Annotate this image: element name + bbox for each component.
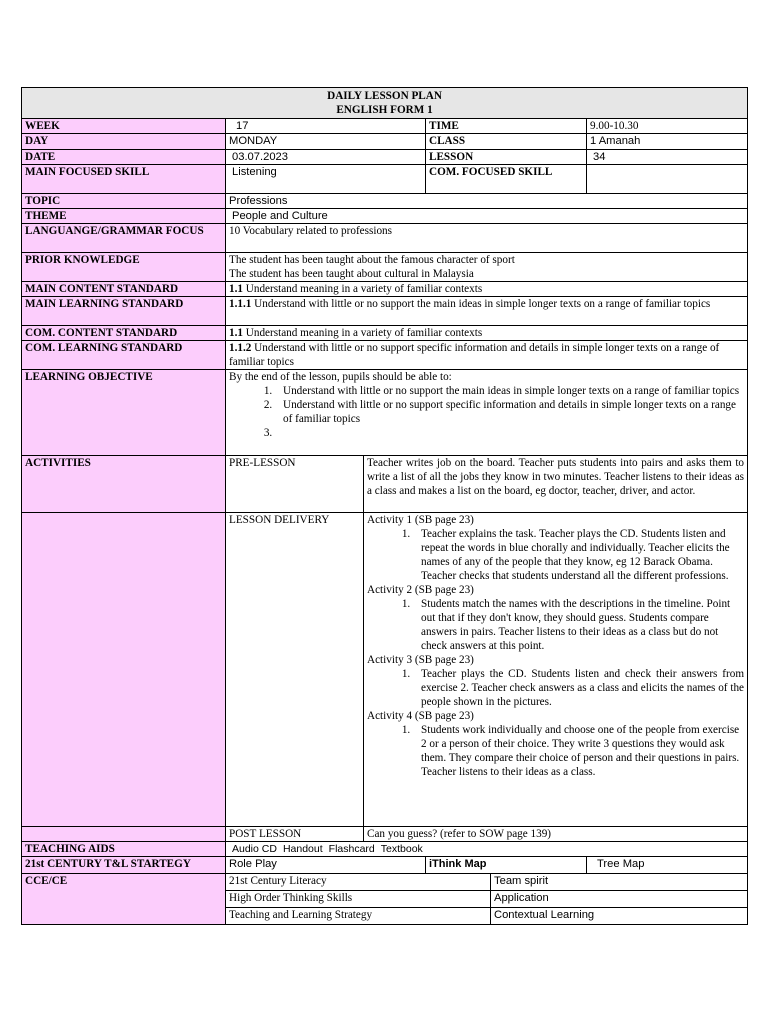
main-learning-standard-row <box>22 297 748 326</box>
prior-knowledge-label: PRIOR KNOWLEDGE <box>22 253 226 282</box>
com-content-standard-row <box>22 326 748 341</box>
standard-code: 1.1 <box>229 283 243 295</box>
learning-objective-item: 1. Understand with little or no support the main ideas in simple longer texts on a range of familiar topics <box>275 384 744 398</box>
ithink-label: iThink Map <box>426 857 587 874</box>
teaching-aid-item: Flashcard <box>328 843 375 855</box>
lesson-label: LESSON <box>426 150 587 165</box>
time-value: 9.00-10.30 <box>587 119 748 134</box>
learning-objective-item: 2. Understand with little or no support specific information and details in simple longer texts on a range of familiar topics <box>275 398 744 426</box>
pre-lesson-row <box>22 456 748 513</box>
main-focused-skill-label: MAIN FOCUSED SKILL <box>22 165 226 194</box>
date-value: 03.07.2023 <box>226 150 426 165</box>
post-lesson-label: POST LESSON <box>226 827 364 842</box>
main-learning-standard-value <box>226 297 748 326</box>
topic-label: TOPIC <box>22 194 226 209</box>
lesson-plan-table <box>21 87 748 925</box>
learning-objective-label: LEARNING OBJECTIVE <box>22 370 226 456</box>
com-content-standard-label: COM. CONTENT STANDARD <box>22 326 226 341</box>
teaching-aids-row <box>22 842 748 857</box>
class-value: 1 Amanah <box>587 134 748 150</box>
cce-left: Teaching and Learning Strategy <box>226 908 491 925</box>
learning-objective-row <box>22 370 748 456</box>
prior-knowledge-value <box>226 253 748 282</box>
standard-code: 1.1 <box>229 327 243 339</box>
grammar-focus-value: 10 Vocabulary related to professions <box>226 224 748 253</box>
header-row <box>22 88 748 119</box>
teaching-aid-item: Handout <box>282 843 323 855</box>
time-label: TIME <box>426 119 587 134</box>
standard-text: Understand with little or no support the main ideas in simple longer texts on a range of familiar topics <box>251 298 711 310</box>
activity-title: Activity 3 (SB page 23) <box>367 654 474 666</box>
learning-objective-item <box>275 426 744 440</box>
topic-value: Professions <box>226 194 748 209</box>
com-learning-standard-label: COM. LEARNING STANDARD <box>22 341 226 370</box>
lesson-value: 34 <box>587 150 748 165</box>
cce-left: High Order Thinking Skills <box>226 891 491 908</box>
teaching-aids-value <box>226 842 748 857</box>
cce-right: Contextual Learning <box>491 908 748 925</box>
teaching-aid-item: Textbook <box>380 843 423 855</box>
cce-label: CCE/CE <box>22 874 226 925</box>
cce-row <box>22 874 748 891</box>
activity-step: 1. Students work individually and choose one of the people from exercise 2 or a person of their choice. They write 3 questions they would ask them. They compare their choice of person and their questions in pairs. Teacher listens to their ideas as a class. <box>413 723 744 779</box>
com-focused-skill-label: COM. FOCUSED SKILL <box>426 165 587 194</box>
week-label: WEEK <box>22 119 226 134</box>
theme-label: THEME <box>22 209 226 224</box>
main-content-standard-label: MAIN CONTENT STANDARD <box>22 282 226 297</box>
strategy-value: Role Play <box>226 857 426 874</box>
pre-lesson-label: PRE-LESSON <box>226 456 364 513</box>
activity-step: 1. Teacher plays the CD. Students listen and check their answers from exercise 2. Teacher check answers as a class and elicits the names of the people shown in the pictures. <box>413 667 744 709</box>
standard-text: Understand meaning in a variety of familiar contexts <box>242 327 483 339</box>
cce-left: 21st Century Literacy <box>226 874 491 891</box>
teaching-aids-label: TEACHING AIDS <box>22 842 226 857</box>
strategy-label: 21st CENTURY T&L STARTEGY <box>22 857 226 874</box>
com-learning-standard-value <box>226 341 748 370</box>
teaching-aid-item: Audio CD <box>232 843 277 855</box>
week-row <box>22 119 748 134</box>
activity-step: 1. Students match the names with the descriptions in the timeline. Point out that if they don't know, they should guess. Students compare answers in pairs. Teacher listens to their ideas as a class but do not check answers at this point. <box>413 597 744 653</box>
lesson-delivery-label: LESSON DELIVERY <box>226 513 364 827</box>
grammar-focus-row <box>22 224 748 253</box>
grammar-focus-label: LANGUANGE/GRAMMAR FOCUS <box>22 224 226 253</box>
activity-steps <box>367 723 744 779</box>
day-value: MONDAY <box>226 134 426 150</box>
activity-steps <box>367 527 744 583</box>
lesson-delivery-row <box>22 513 748 827</box>
day-label: DAY <box>22 134 226 150</box>
page-subtitle: ENGLISH FORM 1 <box>336 104 433 116</box>
page-title: DAILY LESSON PLAN <box>327 90 442 102</box>
standard-text: Understand meaning in a variety of familiar contexts <box>242 283 483 295</box>
main-content-standard-value <box>226 282 748 297</box>
standard-code: 1.1.1 <box>229 298 252 310</box>
com-focused-skill-value <box>587 165 748 194</box>
activities-label: ACTIVITIES <box>22 456 226 513</box>
learning-objective-intro: By the end of the lesson, pupils should be able to: <box>229 371 452 383</box>
date-label: DATE <box>22 150 226 165</box>
post-lesson-text: Can you guess? (refer to SOW page 139) <box>364 827 748 842</box>
week-value: 17 <box>226 119 426 134</box>
lesson-plan-page <box>21 87 747 925</box>
activity-steps <box>367 597 744 653</box>
main-content-standard-row <box>22 282 748 297</box>
pre-lesson-text: Teacher writes job on the board. Teacher puts students into pairs and asks them to write a list of all the jobs they know in two minutes. Teacher listens to their ideas as a class and makes a list on the board, eg doctor, teacher, driver, and actor. <box>364 456 748 513</box>
cce-right: Team spirit <box>491 874 748 891</box>
lesson-delivery-content <box>364 513 748 827</box>
main-learning-standard-label: MAIN LEARNING STANDARD <box>22 297 226 326</box>
theme-value: People and Culture <box>226 209 748 224</box>
prior-knowledge-row <box>22 253 748 282</box>
activity-title: Activity 1 (SB page 23) <box>367 514 474 526</box>
activity-title: Activity 4 (SB page 23) <box>367 710 474 722</box>
focused-skill-row <box>22 165 748 194</box>
activities-label-continued <box>22 513 226 827</box>
theme-row <box>22 209 748 224</box>
activity-steps <box>367 667 744 709</box>
topic-row <box>22 194 748 209</box>
com-learning-standard-row <box>22 341 748 370</box>
cce-right: Application <box>491 891 748 908</box>
learning-objective-list <box>229 384 744 440</box>
prior-knowledge-line: The student has been taught about cultural in Malaysia <box>229 268 474 280</box>
strategy-row <box>22 857 748 874</box>
activities-label-continued <box>22 827 226 842</box>
date-row <box>22 150 748 165</box>
post-lesson-row <box>22 827 748 842</box>
standard-code: 1.1.2 <box>229 342 252 354</box>
learning-objective-value <box>226 370 748 456</box>
main-focused-skill-value: Listening <box>226 165 426 194</box>
page-header <box>22 88 748 119</box>
activity-title: Activity 2 (SB page 23) <box>367 584 474 596</box>
ithink-value: Tree Map <box>587 857 748 874</box>
activity-step: 1. Teacher explains the task. Teacher plays the CD. Students listen and repeat the words in blue chorally and individually. Teacher elicits the names of any of the people that they know, eg 12 Barack Obama. Teacher checks that students understand all the different professions. <box>413 527 744 583</box>
class-label: CLASS <box>426 134 587 150</box>
prior-knowledge-line: The student has been taught about the famous character of sport <box>229 254 515 266</box>
day-row <box>22 134 748 150</box>
com-content-standard-value <box>226 326 748 341</box>
standard-text: Understand with little or no support specific information and details in simple longer texts on a range of familiar topics <box>229 342 720 368</box>
